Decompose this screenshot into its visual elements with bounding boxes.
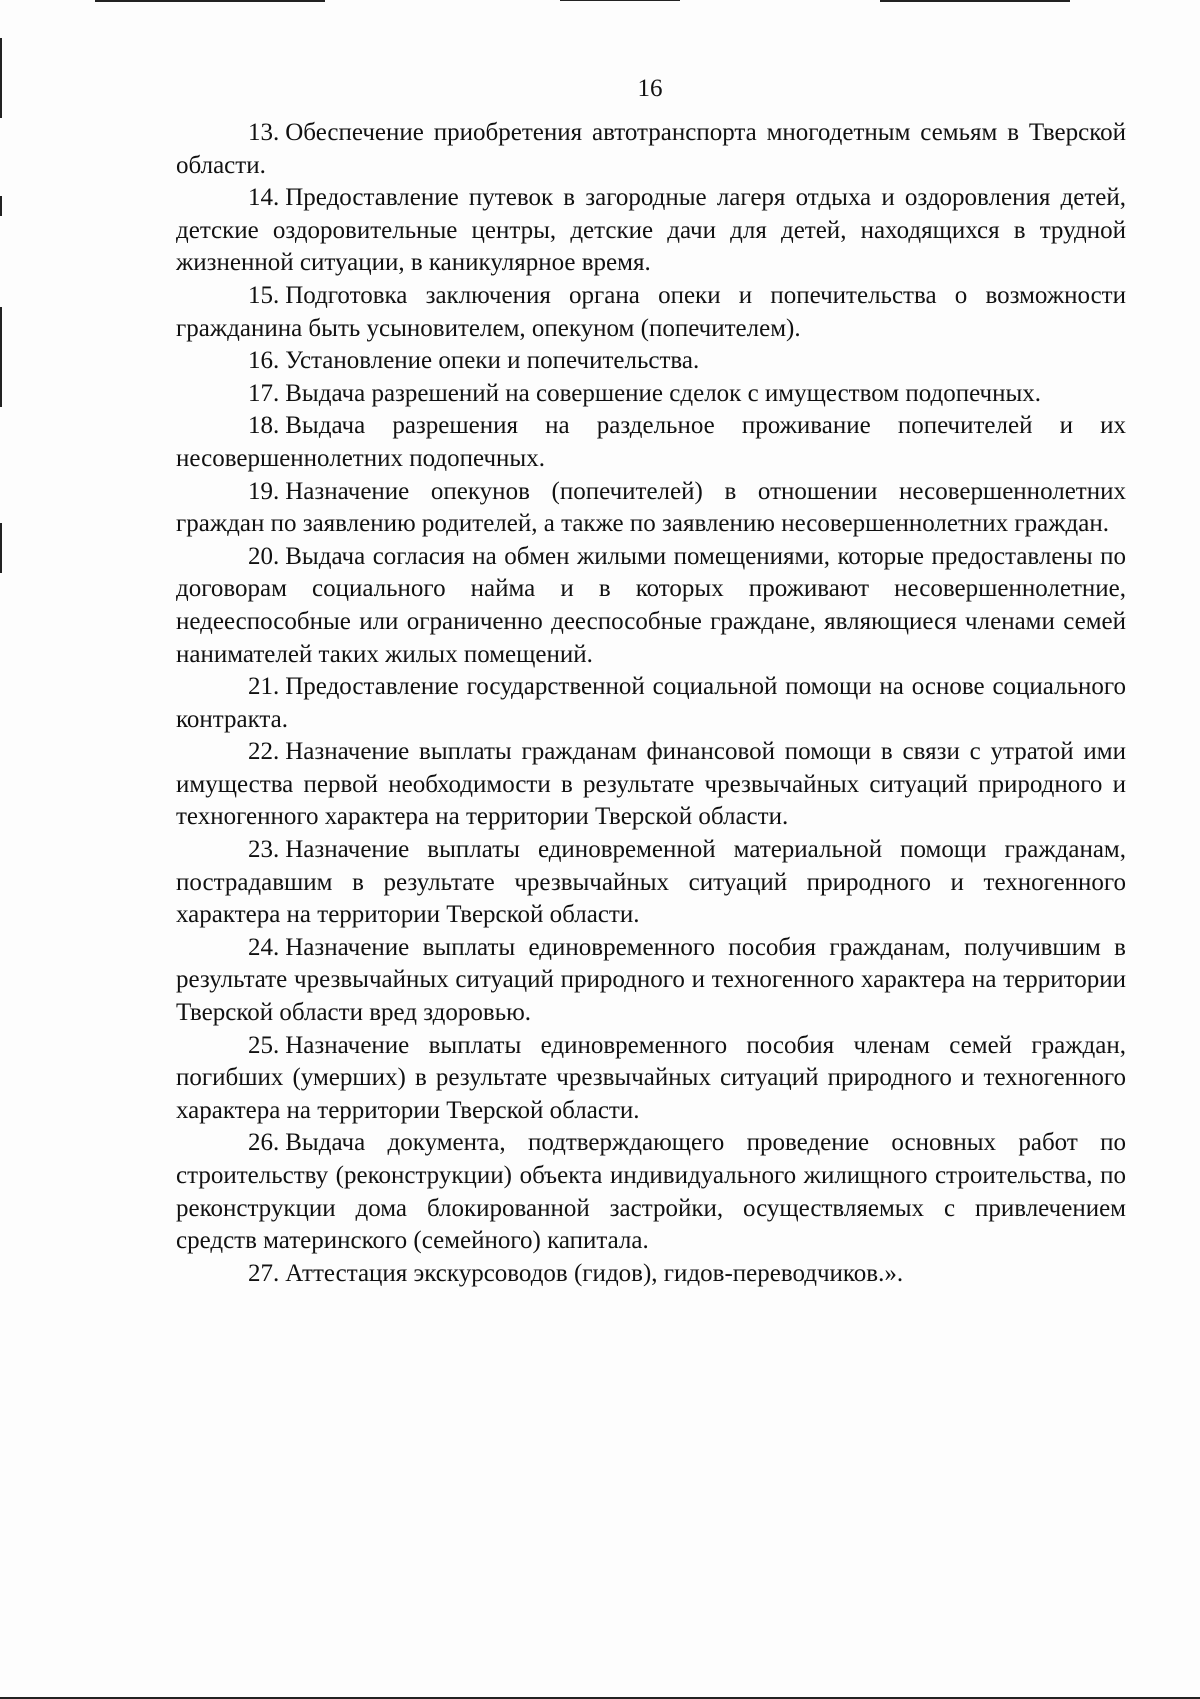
list-item	[176, 182, 1126, 280]
item-text: Назначение выплаты единовременной материальной помощи гражданам, пострадавшим в результате чрезвычайных ситуаций природного и техногенного характера на территории Тверской области.	[176, 836, 1126, 929]
list-item	[176, 410, 1126, 475]
item-text: Аттестация экскурсоводов (гидов), гидов-переводчиков.».	[285, 1259, 904, 1287]
item-number: 23.	[248, 836, 280, 864]
scan-artifact-left-edge	[0, 523, 2, 573]
list-item	[176, 345, 1126, 378]
scan-artifact-left-edge	[0, 307, 2, 407]
item-number: 20.	[248, 542, 280, 570]
item-number: 21.	[248, 673, 280, 701]
item-text: Выдача согласия на обмен жилыми помещениями, которые предоставлены по договорам социального найма и в которых проживают несовершеннолетние, недееспособные или ограниченно дееспособные граждане, являющиеся членами семей нанимателей таких жилых помещений.	[176, 542, 1126, 668]
item-number: 24.	[248, 933, 280, 961]
item-text: Обеспечение приобретения автотранспорта многодетным семьям в Тверской области.	[176, 119, 1126, 179]
item-number: 22.	[248, 738, 280, 766]
item-text: Предоставление государственной социальной помощи на основе социального контракта.	[176, 673, 1126, 733]
item-number: 14.	[248, 184, 280, 212]
scan-artifact-top-line	[95, 0, 325, 2]
item-number: 16.	[248, 347, 280, 375]
list-item	[176, 117, 1126, 182]
list-item	[176, 834, 1126, 932]
item-text: Назначение выплаты единовременного пособия членам семей граждан, погибших (умерших) в результате чрезвычайных ситуаций природного и техногенного характера на территории Тверской области.	[176, 1031, 1126, 1124]
item-number: 26.	[248, 1129, 280, 1157]
list-item	[176, 1258, 1126, 1291]
item-number: 18.	[248, 412, 280, 440]
item-number: 25.	[248, 1031, 280, 1059]
item-number: 19.	[248, 477, 280, 505]
list-item	[176, 1030, 1126, 1128]
item-text: Подготовка заключения органа опеки и попечительства о возможности гражданина быть усыновителем, опекуном (попечителем).	[176, 281, 1126, 342]
document-body	[176, 117, 1126, 1290]
list-item	[176, 671, 1126, 736]
item-number: 17.	[248, 379, 280, 407]
scan-artifact-left-edge	[0, 196, 2, 216]
page-number: 16	[637, 75, 663, 102]
item-text: Выдача разрешения на раздельное проживание попечителей и их несовершеннолетних подопечных.	[176, 412, 1126, 472]
item-text: Выдача разрешений на совершение сделок с имуществом подопечных.	[285, 379, 1042, 407]
item-number: 13.	[248, 119, 280, 146]
list-item	[176, 932, 1126, 1030]
item-text: Предоставление путевок в загородные лагеря отдыха и оздоровления детей, детские оздоровительные центры, детские дачи для детей, находящихся в трудной жизненной ситуации, в каникулярное время.	[176, 184, 1126, 277]
item-number: 15.	[248, 281, 280, 309]
item-text: Назначение выплаты единовременного пособия гражданам, получившим в результате чрезвычайных ситуаций природного и техногенного характера на территории Тверской области вред здоровью.	[176, 933, 1126, 1027]
item-text: Выдача документа, подтверждающего проведение основных работ по строительству (реконструкции) объекта индивидуального жилищного строительства, по реконструкции дома блокированной застройки, осуществляемых с привлечением средств материнского (семейного) капитала.	[176, 1129, 1126, 1255]
item-text: Назначение опекунов (попечителей) в отношении несовершеннолетних граждан по заявлению родителей, а также по заявлению несовершеннолетних граждан.	[176, 477, 1126, 538]
list-item	[176, 280, 1126, 345]
scan-artifact-top-line	[560, 0, 680, 1]
list-item	[176, 476, 1126, 541]
item-text: Назначение выплаты гражданам финансовой помощи в связи с утратой ими имущества первой необходимости в результате чрезвычайных ситуаций природного и техногенного характера на территории Тверской области.	[176, 738, 1126, 831]
list-item	[176, 736, 1126, 834]
scan-artifact-top-line	[880, 0, 1070, 2]
item-number: 27.	[248, 1259, 280, 1287]
list-item	[176, 541, 1126, 671]
item-text: Установление опеки и попечительства.	[285, 347, 700, 375]
list-item	[176, 1127, 1126, 1257]
list-item	[176, 378, 1126, 411]
